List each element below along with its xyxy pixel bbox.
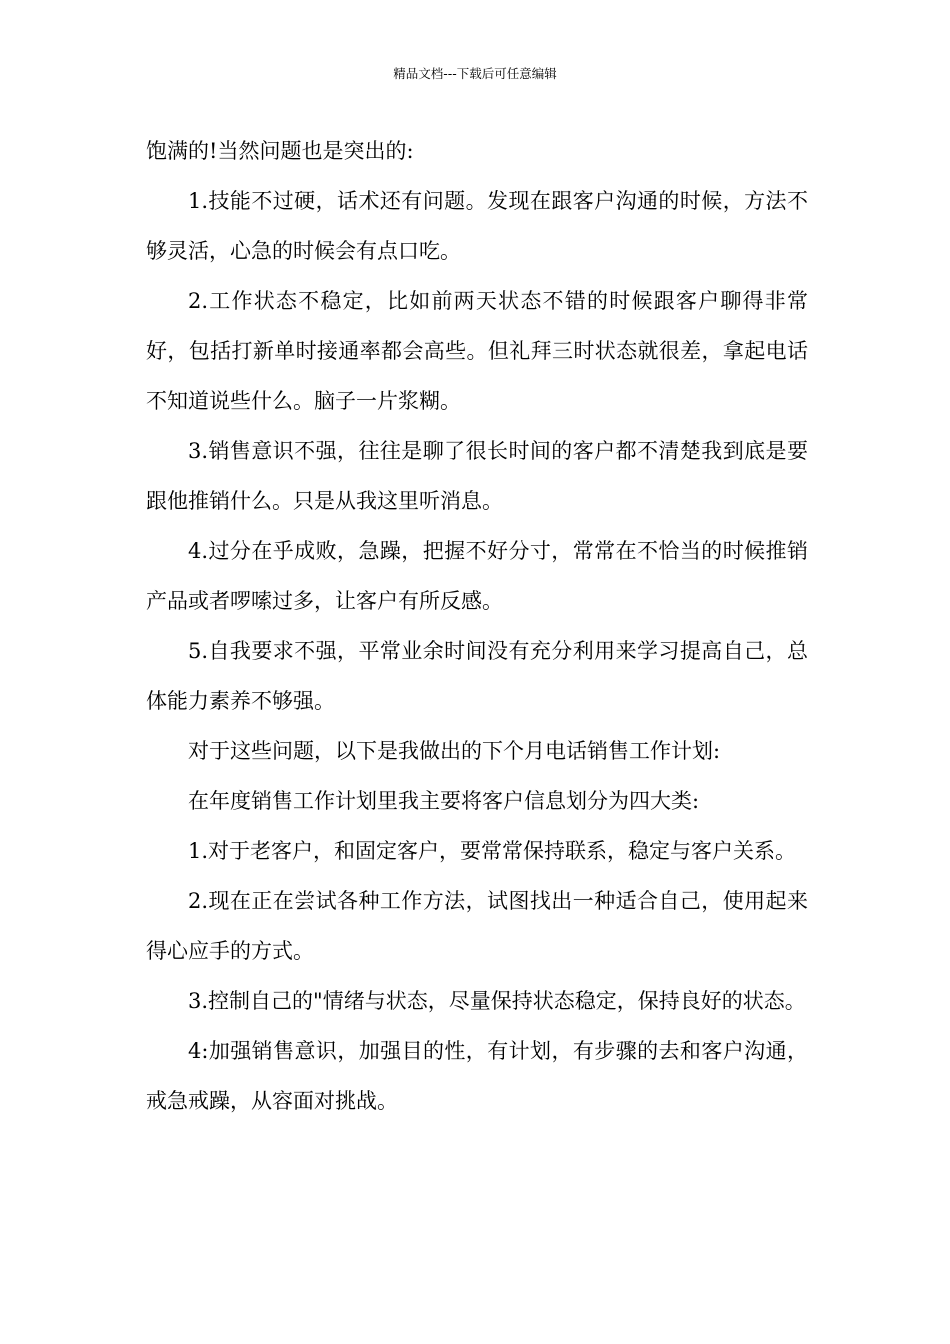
document-body bbox=[146, 126, 808, 1126]
paragraph-problem-4: 4.过分在乎成败，急躁，把握不好分寸，常常在不恰当的时候推销产品或者啰嗦过多，让客户有所反感。 bbox=[146, 539, 808, 613]
page-header: 精品文档---下载后可任意编辑 bbox=[393, 66, 557, 81]
paragraph-plan-3: 3.控制自己的"情绪与状态，尽量保持状态稳定，保持良好的状态。 bbox=[188, 989, 806, 1013]
paragraph-plan-intro: 对于这些问题，以下是我做出的下个月电话销售工作计划: bbox=[188, 739, 721, 763]
paragraph-plan-1: 1.对于老客户，和固定客户，要常常保持联系，稳定与客户关系。 bbox=[188, 839, 797, 863]
paragraph-plan-2: 2.现在正在尝试各种工作方法，试图找出一种适合自己，使用起来得心应手的方式。 bbox=[146, 889, 808, 963]
paragraph-problem-1: 1.技能不过硬，话术还有问题。发现在跟客户沟通的时候，方法不够灵活，心急的时候会有点口吃。 bbox=[146, 189, 808, 263]
paragraph-plan-4: 4:加强销售意识，加强目的性，有计划，有步骤的去和客户沟通，戒急戒躁，从容面对挑战。 bbox=[146, 1039, 808, 1113]
paragraph-problem-2: 2.工作状态不稳定，比如前两天状态不错的时候跟客户聊得非常好，包括打新单时接通率都会高些。但礼拜三时状态就很差，拿起电话不知道说些什么。脑子一片浆糊。 bbox=[146, 289, 808, 413]
paragraph-continuation: 饱满的!当然问题也是突出的: bbox=[146, 139, 414, 163]
paragraph-problem-5: 5.自我要求不强，平常业余时间没有充分利用来学习提高自己，总体能力素养不够强。 bbox=[146, 639, 808, 713]
paragraph-plan-categories: 在年度销售工作计划里我主要将客户信息划分为四大类: bbox=[188, 789, 700, 813]
paragraph-problem-3: 3.销售意识不强，往往是聊了很长时间的客户都不清楚我到底是要跟他推销什么。只是从我这里听消息。 bbox=[146, 439, 808, 513]
